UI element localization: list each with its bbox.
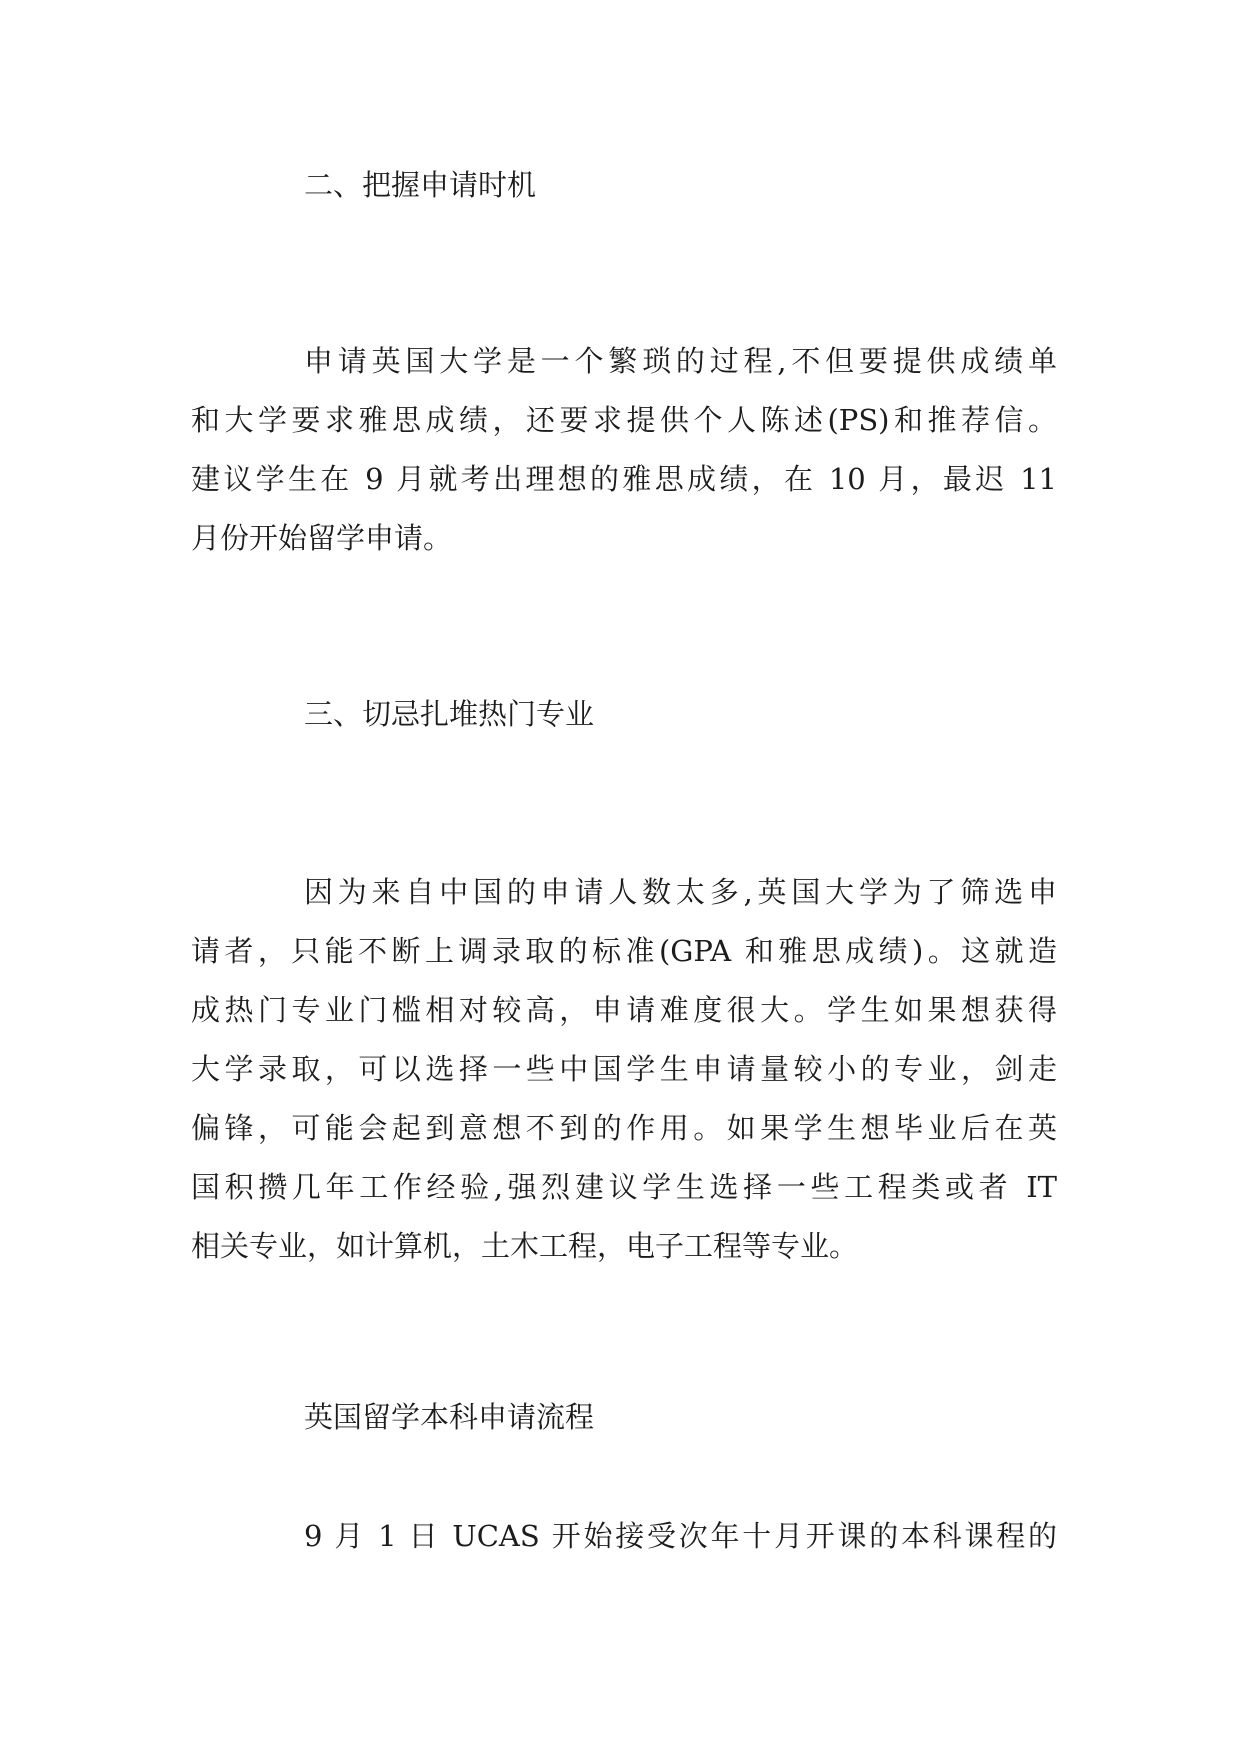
paragraph-application-process [191,1507,1057,1566]
paragraph-line: 国积攒几年工作经验,强烈建议学生选择一些工程类或者 IT [191,1170,1057,1204]
paragraph-line: 偏锋，可能会起到意想不到的作用。如果学生想毕业后在英 [191,1111,1057,1145]
paragraph-line: 请者，只能不断上调录取的标准(GPA 和雅思成绩)。这就造 [191,934,1057,968]
paragraph-line: 因为来自中国的申请人数太多,英国大学为了筛选申 [304,875,1057,909]
paragraph-line: 建议学生在 9 月就考出理想的雅思成绩，在 10 月，最迟 11 [191,462,1057,496]
section-heading-majors: 三、切忌扎堆热门专业 [304,697,595,731]
section-heading-process: 英国留学本科申请流程 [304,1400,595,1434]
paragraph-line: 大学录取，可以选择一些中国学生申请量较小的专业，剑走 [191,1052,1057,1086]
paragraph-application-timing [191,332,1057,568]
paragraph-line: 9 月 1 日 UCAS 开始接受次年十月开课的本科课程的 [304,1519,1057,1553]
paragraph-popular-majors [191,863,1057,1276]
paragraph-line: 申请英国大学是一个繁琐的过程,不但要提供成绩单 [304,344,1057,378]
section-heading-timing: 二、把握申请时机 [304,168,537,202]
paragraph-line: 月份开始留学申请。 [191,521,453,555]
paragraph-line: 成热门专业门槛相对较高，申请难度很大。学生如果想获得 [191,993,1057,1027]
paragraph-line: 和大学要求雅思成绩，还要求提供个人陈述(PS)和推荐信。 [191,403,1057,437]
paragraph-line: 相关专业，如计算机，土木工程，电子工程等专业。 [191,1229,859,1263]
